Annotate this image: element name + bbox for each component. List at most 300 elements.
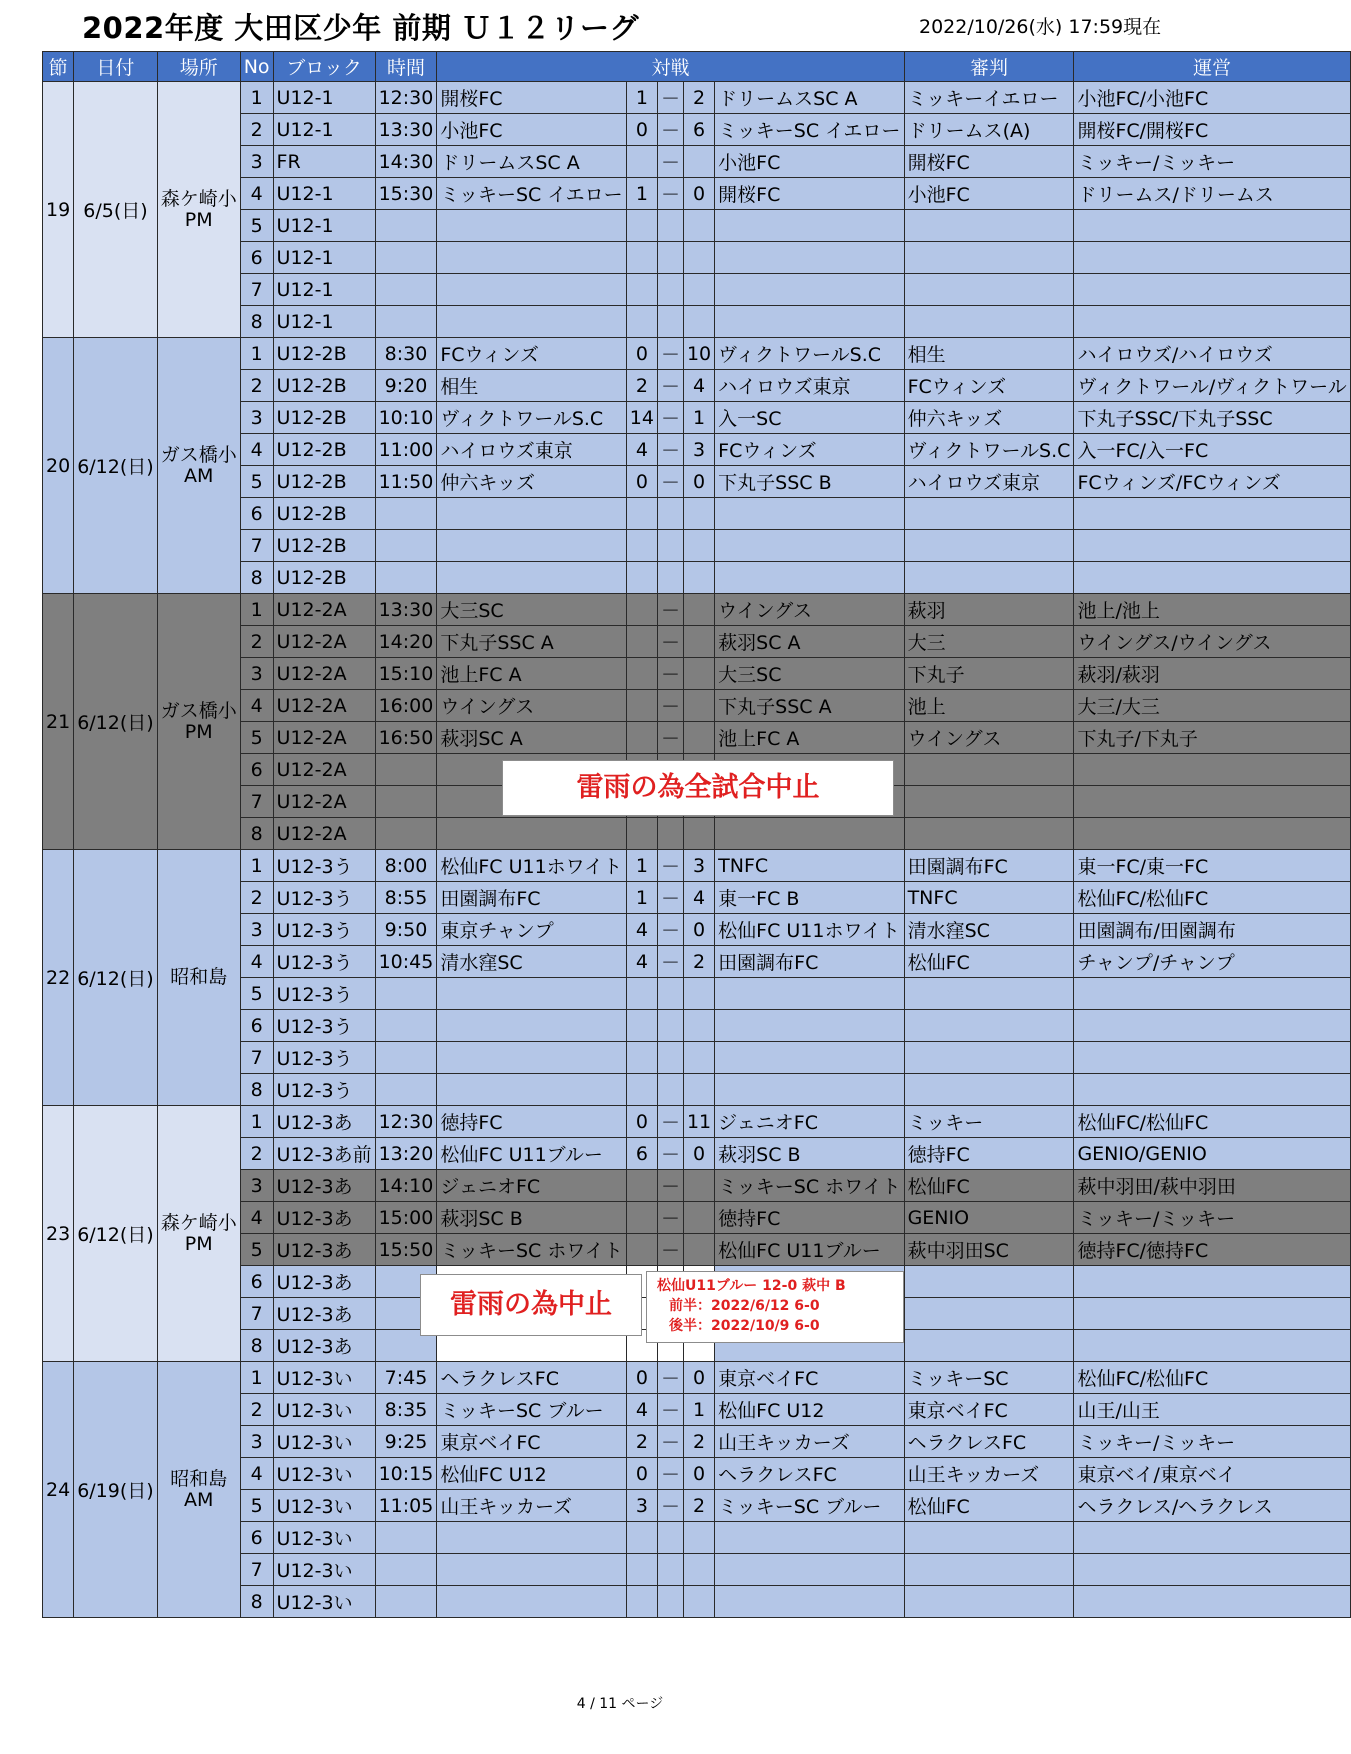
schedule-table <box>42 51 1351 1618</box>
block-name: U12-1 <box>273 178 375 210</box>
table-row <box>43 1106 1351 1138</box>
away-score: 0 <box>683 466 714 498</box>
table-row <box>43 1362 1351 1394</box>
away-team: FCウィンズ <box>715 434 904 466</box>
away-team: ミッキーSC ブルー <box>715 1490 904 1522</box>
operation-team: 松仙FC/松仙FC <box>1074 1362 1350 1394</box>
match-no: 3 <box>240 658 273 690</box>
table-row <box>43 338 1351 370</box>
away-team: TNFC <box>715 850 904 882</box>
score-separator <box>657 1554 683 1586</box>
score-separator: － <box>657 466 683 498</box>
block-name: U12-3あ <box>273 1202 375 1234</box>
away-score: 6 <box>683 114 714 146</box>
away-score: 1 <box>683 1394 714 1426</box>
venue-name: ガス橋小 <box>160 443 237 466</box>
score-separator: － <box>657 178 683 210</box>
venue <box>157 1106 240 1362</box>
block-name: U12-2B <box>273 466 375 498</box>
block-name: U12-2A <box>273 626 375 658</box>
home-team <box>437 274 626 306</box>
match-no: 5 <box>240 1234 273 1266</box>
operation-team <box>1074 1266 1350 1298</box>
away-score <box>683 1170 714 1202</box>
away-score: 0 <box>683 1362 714 1394</box>
update-timestamp: 2022/10/26(水) 17:59現在 <box>919 16 1162 38</box>
operation-team: チャンプ/チャンプ <box>1074 946 1350 978</box>
home-team: 萩羽SC A <box>437 722 626 754</box>
home-team: 大三SC <box>437 594 626 626</box>
home-team: ミッキーSC ブルー <box>437 1394 626 1426</box>
block-name: U12-2B <box>273 434 375 466</box>
match-no: 3 <box>240 1170 273 1202</box>
schedule-body <box>43 82 1351 1618</box>
away-score <box>683 818 714 850</box>
operation-team <box>1074 1554 1350 1586</box>
away-score <box>683 1042 714 1074</box>
kickoff-time: 7:45 <box>375 1362 437 1394</box>
operation-team: ハイロウズ/ハイロウズ <box>1074 338 1350 370</box>
away-team: 山王キッカーズ <box>715 1426 904 1458</box>
kickoff-time <box>375 530 437 562</box>
home-team <box>437 1586 626 1618</box>
away-score: 0 <box>683 178 714 210</box>
home-score <box>626 1074 657 1106</box>
block-name: U12-1 <box>273 242 375 274</box>
away-team: 東京ベイFC <box>715 1362 904 1394</box>
home-score: 4 <box>626 434 657 466</box>
away-team: 池上FC A <box>715 722 904 754</box>
away-score <box>683 978 714 1010</box>
kickoff-time: 13:30 <box>375 114 437 146</box>
match-no: 7 <box>240 786 273 818</box>
match-no: 1 <box>240 594 273 626</box>
block-name: U12-2A <box>273 690 375 722</box>
kickoff-time <box>375 1554 437 1586</box>
operation-team <box>1074 1298 1350 1330</box>
away-score: 2 <box>683 1426 714 1458</box>
match-no: 6 <box>240 1522 273 1554</box>
kickoff-time <box>375 274 437 306</box>
score-separator: － <box>657 1202 683 1234</box>
away-score: 4 <box>683 882 714 914</box>
score-separator: － <box>657 434 683 466</box>
kickoff-time: 16:50 <box>375 722 437 754</box>
referee-team <box>904 274 1074 306</box>
referee-team: TNFC <box>904 882 1074 914</box>
away-score: 0 <box>683 914 714 946</box>
block-name: U12-2B <box>273 370 375 402</box>
home-score <box>626 242 657 274</box>
operation-team <box>1074 242 1350 274</box>
kickoff-time <box>375 562 437 594</box>
kickoff-time: 15:10 <box>375 658 437 690</box>
match-no: 7 <box>240 1042 273 1074</box>
block-name: U12-3い <box>273 1458 375 1490</box>
score-separator <box>657 978 683 1010</box>
match-no: 3 <box>240 914 273 946</box>
home-team <box>437 210 626 242</box>
home-team: 小池FC <box>437 114 626 146</box>
venue <box>157 850 240 1106</box>
score-separator <box>657 1586 683 1618</box>
round-number: 23 <box>43 1106 74 1362</box>
match-no: 1 <box>240 1106 273 1138</box>
block-name: U12-2A <box>273 754 375 786</box>
home-team <box>437 1010 626 1042</box>
operation-team: ヴィクトワール/ヴィクトワール <box>1074 370 1350 402</box>
score-separator: － <box>657 1106 683 1138</box>
table-row <box>43 594 1351 626</box>
away-score <box>683 146 714 178</box>
score-separator: － <box>657 690 683 722</box>
score-separator: － <box>657 594 683 626</box>
match-no: 5 <box>240 722 273 754</box>
home-team: ウイングス <box>437 690 626 722</box>
venue-name: 昭和島 <box>170 966 228 988</box>
referee-team <box>904 498 1074 530</box>
block-name: U12-1 <box>273 114 375 146</box>
away-team <box>715 498 904 530</box>
match-date: 6/12(日) <box>74 594 158 850</box>
block-name: U12-3う <box>273 946 375 978</box>
rain-cancel-all-notice: 雷雨の為全試合中止 <box>502 760 894 816</box>
kickoff-time: 12:30 <box>375 1106 437 1138</box>
home-score <box>626 306 657 338</box>
operation-team: 池上/池上 <box>1074 594 1350 626</box>
kickoff-time: 15:00 <box>375 1202 437 1234</box>
referee-team: 山王キッカーズ <box>904 1458 1074 1490</box>
referee-team: ドリームス(A) <box>904 114 1074 146</box>
referee-team <box>904 818 1074 850</box>
score-separator: － <box>657 914 683 946</box>
score-separator: － <box>657 114 683 146</box>
referee-team: 松仙FC <box>904 946 1074 978</box>
away-score <box>683 274 714 306</box>
match-no: 2 <box>240 370 273 402</box>
operation-team <box>1074 562 1350 594</box>
home-score <box>626 1586 657 1618</box>
referee-team <box>904 530 1074 562</box>
away-score <box>683 306 714 338</box>
operation-team: 松仙FC/松仙FC <box>1074 882 1350 914</box>
away-team: 徳持FC <box>715 1202 904 1234</box>
away-team: 小池FC <box>715 146 904 178</box>
home-score <box>626 1522 657 1554</box>
home-team: ドリームスSC A <box>437 146 626 178</box>
score-separator <box>657 818 683 850</box>
home-score: 0 <box>626 1106 657 1138</box>
operation-team <box>1074 274 1350 306</box>
venue-session: PM <box>184 208 213 231</box>
away-team <box>715 210 904 242</box>
block-name: U12-3う <box>273 1042 375 1074</box>
block-name: U12-3う <box>273 1074 375 1106</box>
home-score: 0 <box>626 466 657 498</box>
venue-session: PM <box>184 1232 213 1255</box>
score-separator <box>657 530 683 562</box>
referee-team <box>904 1330 1074 1362</box>
block-name: U12-1 <box>273 274 375 306</box>
score-separator <box>657 1010 683 1042</box>
kickoff-time: 8:00 <box>375 850 437 882</box>
away-score <box>683 1074 714 1106</box>
operation-team: ドリームス/ドリームス <box>1074 178 1350 210</box>
kickoff-time: 11:50 <box>375 466 437 498</box>
score-separator: － <box>657 1458 683 1490</box>
away-team: 松仙FC U11ホワイト <box>715 914 904 946</box>
away-team: ウイングス <box>715 594 904 626</box>
header-date: 日付 <box>74 52 158 82</box>
header-block: ブロック <box>273 52 375 82</box>
header-match: 対戦 <box>437 52 904 82</box>
home-team: 相生 <box>437 370 626 402</box>
home-team: 松仙FC U11ホワイト <box>437 850 626 882</box>
kickoff-time: 13:20 <box>375 1138 437 1170</box>
referee-team: ヘラクレスFC <box>904 1426 1074 1458</box>
page-footer: 4 / 11 ページ <box>576 1696 664 1712</box>
away-team <box>715 1554 904 1586</box>
referee-team: ミッキーイエロー <box>904 82 1074 114</box>
away-score: 0 <box>683 1138 714 1170</box>
rain-cancel-notice: 雷雨の為中止 <box>420 1274 642 1336</box>
referee-team: 下丸子 <box>904 658 1074 690</box>
home-team: 田園調布FC <box>437 882 626 914</box>
home-team: 山王キッカーズ <box>437 1490 626 1522</box>
kickoff-time: 15:50 <box>375 1234 437 1266</box>
home-team <box>437 1074 626 1106</box>
match-no: 1 <box>240 1362 273 1394</box>
operation-team: ウイングス/ウイングス <box>1074 626 1350 658</box>
block-name: U12-1 <box>273 210 375 242</box>
block-name: U12-3い <box>273 1394 375 1426</box>
home-score: 3 <box>626 1490 657 1522</box>
home-team: 清水窪SC <box>437 946 626 978</box>
venue-session: AM <box>184 464 214 487</box>
match-date: 6/12(日) <box>74 1106 158 1362</box>
round-number: 24 <box>43 1362 74 1618</box>
kickoff-time <box>375 210 437 242</box>
operation-team: 山王/山王 <box>1074 1394 1350 1426</box>
kickoff-time: 8:35 <box>375 1394 437 1426</box>
away-score <box>683 562 714 594</box>
score-separator: － <box>657 1170 683 1202</box>
score-separator: － <box>657 1138 683 1170</box>
match-no: 7 <box>240 530 273 562</box>
match-no: 4 <box>240 1202 273 1234</box>
kickoff-time: 8:30 <box>375 338 437 370</box>
operation-team <box>1074 1074 1350 1106</box>
operation-team: 松仙FC/松仙FC <box>1074 1106 1350 1138</box>
operation-team: 徳持FC/徳持FC <box>1074 1234 1350 1266</box>
home-team: 徳持FC <box>437 1106 626 1138</box>
operation-team: 大三/大三 <box>1074 690 1350 722</box>
away-score: 0 <box>683 1458 714 1490</box>
block-name: U12-2A <box>273 658 375 690</box>
away-score <box>683 210 714 242</box>
match-no: 6 <box>240 242 273 274</box>
away-score <box>683 242 714 274</box>
block-name: U12-3あ前 <box>273 1138 375 1170</box>
match-no: 8 <box>240 1586 273 1618</box>
match-no: 1 <box>240 338 273 370</box>
score-separator: － <box>657 1394 683 1426</box>
referee-team <box>904 1554 1074 1586</box>
referee-team: 清水窪SC <box>904 914 1074 946</box>
kickoff-time <box>375 754 437 786</box>
kickoff-time: 10:45 <box>375 946 437 978</box>
referee-team: 徳持FC <box>904 1138 1074 1170</box>
away-score <box>683 1554 714 1586</box>
away-score <box>683 626 714 658</box>
away-score <box>683 594 714 626</box>
kickoff-time: 8:55 <box>375 882 437 914</box>
home-team: 萩羽SC B <box>437 1202 626 1234</box>
match-no: 7 <box>240 1298 273 1330</box>
away-team: 開桜FC <box>715 178 904 210</box>
referee-team <box>904 1586 1074 1618</box>
home-team: 東京ベイFC <box>437 1426 626 1458</box>
operation-team: FCウィンズ/FCウィンズ <box>1074 466 1350 498</box>
score-separator: － <box>657 338 683 370</box>
match-no: 8 <box>240 818 273 850</box>
home-team: FCウィンズ <box>437 338 626 370</box>
operation-team: 開桜FC/開桜FC <box>1074 114 1350 146</box>
home-score <box>626 530 657 562</box>
home-score: 0 <box>626 1362 657 1394</box>
away-score <box>683 1010 714 1042</box>
match-no: 5 <box>240 466 273 498</box>
match-date: 6/12(日) <box>74 850 158 1106</box>
score-separator <box>657 306 683 338</box>
kickoff-time <box>375 1010 437 1042</box>
round-number: 20 <box>43 338 74 594</box>
match-no: 8 <box>240 1330 273 1362</box>
referee-team: 小池FC <box>904 178 1074 210</box>
match-no: 2 <box>240 1394 273 1426</box>
away-team <box>715 306 904 338</box>
home-team: 松仙FC U11ブルー <box>437 1138 626 1170</box>
operation-team <box>1074 978 1350 1010</box>
page-title: 2022年度 大田区少年 前期 Ｕ１２リーグ <box>82 11 640 45</box>
kickoff-time: 15:30 <box>375 178 437 210</box>
away-team <box>715 818 904 850</box>
away-team: ミッキーSC イエロー <box>715 114 904 146</box>
match-no: 5 <box>240 978 273 1010</box>
score-separator: － <box>657 722 683 754</box>
match-no: 4 <box>240 946 273 978</box>
operation-team: 田園調布/田園調布 <box>1074 914 1350 946</box>
venue <box>157 1362 240 1618</box>
operation-team <box>1074 1586 1350 1618</box>
away-score <box>683 658 714 690</box>
operation-team <box>1074 306 1350 338</box>
venue-name: 昭和島 <box>170 1467 228 1490</box>
venue-session: PM <box>184 720 213 743</box>
kickoff-time <box>375 498 437 530</box>
makeup-line: 前半：2022/6/12 6-0 <box>669 1298 820 1314</box>
home-score <box>626 146 657 178</box>
venue <box>157 82 240 338</box>
block-name: U12-3い <box>273 1362 375 1394</box>
home-team: ヴィクトワールS.C <box>437 402 626 434</box>
kickoff-time <box>375 818 437 850</box>
operation-team <box>1074 530 1350 562</box>
referee-team: 開桜FC <box>904 146 1074 178</box>
match-no: 4 <box>240 434 273 466</box>
match-no: 3 <box>240 1426 273 1458</box>
away-score: 11 <box>683 1106 714 1138</box>
match-no: 6 <box>240 1010 273 1042</box>
score-separator: － <box>657 1490 683 1522</box>
home-team <box>437 242 626 274</box>
block-name: U12-2A <box>273 594 375 626</box>
away-team: ドリームスSC A <box>715 82 904 114</box>
home-team <box>437 978 626 1010</box>
block-name: U12-3あ <box>273 1298 375 1330</box>
home-score: 2 <box>626 1426 657 1458</box>
match-no: 5 <box>240 210 273 242</box>
away-team: ヘラクレスFC <box>715 1458 904 1490</box>
score-separator: － <box>657 626 683 658</box>
away-team <box>715 274 904 306</box>
home-team <box>437 498 626 530</box>
operation-team <box>1074 754 1350 786</box>
match-no: 3 <box>240 146 273 178</box>
kickoff-time: 13:30 <box>375 594 437 626</box>
home-score: 4 <box>626 914 657 946</box>
round-number: 22 <box>43 850 74 1106</box>
block-name: U12-3い <box>273 1586 375 1618</box>
referee-team: 萩中羽田SC <box>904 1234 1074 1266</box>
block-name: U12-3い <box>273 1554 375 1586</box>
referee-team: 仲六キッズ <box>904 402 1074 434</box>
operation-team: ミッキー/ミッキー <box>1074 1426 1350 1458</box>
home-score: 14 <box>626 402 657 434</box>
match-no: 7 <box>240 274 273 306</box>
score-separator <box>657 498 683 530</box>
kickoff-time <box>375 978 437 1010</box>
venue-name: ガス橋小 <box>160 699 237 722</box>
kickoff-time: 11:00 <box>375 434 437 466</box>
block-name: FR <box>273 146 375 178</box>
home-team <box>437 1042 626 1074</box>
block-name: U12-3あ <box>273 1170 375 1202</box>
operation-team: 萩中羽田/萩中羽田 <box>1074 1170 1350 1202</box>
kickoff-time <box>375 306 437 338</box>
home-score <box>626 274 657 306</box>
referee-team <box>904 1010 1074 1042</box>
operation-team <box>1074 1010 1350 1042</box>
operation-team <box>1074 818 1350 850</box>
home-score <box>626 1170 657 1202</box>
score-separator: － <box>657 658 683 690</box>
home-team: 仲六キッズ <box>437 466 626 498</box>
home-score <box>626 562 657 594</box>
kickoff-time <box>375 1074 437 1106</box>
match-no: 3 <box>240 402 273 434</box>
match-no: 2 <box>240 882 273 914</box>
operation-team: GENIO/GENIO <box>1074 1138 1350 1170</box>
home-team: ヘラクレスFC <box>437 1362 626 1394</box>
home-score <box>626 1234 657 1266</box>
away-team <box>715 1042 904 1074</box>
block-name: U12-3あ <box>273 1234 375 1266</box>
score-separator: － <box>657 1426 683 1458</box>
referee-team: 池上 <box>904 690 1074 722</box>
home-team <box>437 562 626 594</box>
venue <box>157 338 240 594</box>
